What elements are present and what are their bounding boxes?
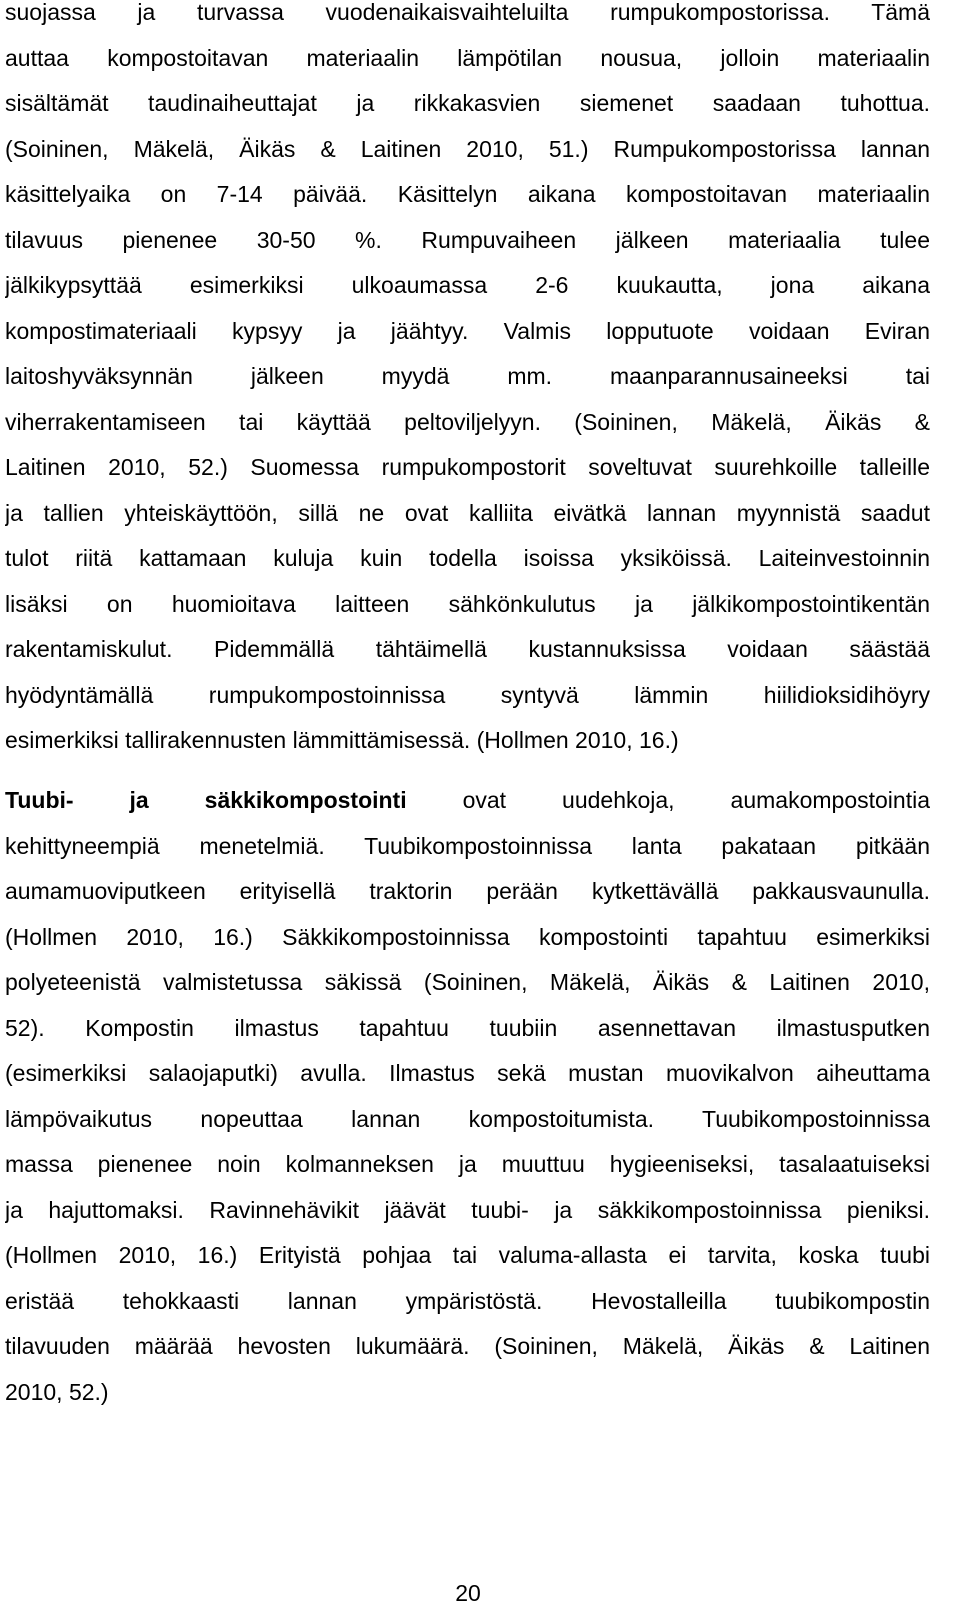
text-line: (Hollmen 2010, 16.) Säkkikompostoinnissa kompostointi tapahtuu esimerkiksi	[5, 923, 930, 950]
page-number: 20	[455, 1580, 481, 1606]
paragraph-tube-and-bag-composting	[5, 778, 930, 1415]
text-line: (Soininen, Mäkelä, Äikäs & Laitinen 2010, 51.) Rumpukompostorissa lannan	[5, 135, 930, 162]
text-line: polyeteenistä valmistetussa säkissä (Soininen, Mäkelä, Äikäs & Laitinen 2010,	[5, 969, 930, 995]
text-line: lämpövaikutus nopeuttaa lannan kompostoitumista. Tuubikompostoinnissa	[5, 1105, 930, 1132]
text-line: laitoshyväksynnän jälkeen myydä mm. maanparannusaineeksi tai	[5, 363, 930, 389]
text-line: jälkikypsyttää esimerkiksi ulkoaumassa 2-6 kuukautta, jona aikana	[5, 272, 930, 298]
text-line: viherrakentamiseen tai käyttää peltoviljelyyn. (Soininen, Mäkelä, Äikäs &	[5, 408, 930, 435]
text-line: massa pienenee noin kolmanneksen ja muuttuu hygieeniseksi, tasalaatuiseksi	[5, 1151, 930, 1177]
text-line: ja tallien yhteiskäyttöön, sillä ne ovat kalliita eivätkä lannan myynnistä saadut	[5, 499, 930, 526]
text-line: ja hajuttomaksi. Ravinnehävikit jäävät tuubi- ja säkkikompostoinnissa pieniksi.	[5, 1196, 930, 1223]
text-line: käsittelyaika on 7-14 päivää. Käsittelyn aikana kompostoitavan materiaalin	[5, 181, 930, 207]
text-line: eristää tehokkaasti lannan ympäristöstä. Hevostalleilla tuubikompostin	[5, 1287, 930, 1314]
text-line: lisäksi on huomioitava laitteen sähkönkulutus ja jälkikompostointikentän	[5, 590, 930, 617]
text-line: 2010, 52.)	[5, 1378, 109, 1405]
text-line: (Hollmen 2010, 16.) Erityistä pohjaa tai valuma-allasta ei tarvita, koska tuubi	[5, 1242, 930, 1268]
text-line: 52). Kompostin ilmastus tapahtuu tuubiin asennettavan ilmastusputken	[5, 1014, 930, 1041]
text-line: hyödyntämällä rumpukompostoinnissa syntyvä lämmin hiilidioksidihöyry	[5, 681, 930, 708]
text-line: esimerkiksi tallirakennusten lämmittämisessä. (Hollmen 2010, 16.)	[5, 727, 679, 753]
text-line: kehittyneempiä menetelmiä. Tuubikompostoinnissa lanta pakataan pitkään	[5, 832, 930, 859]
text-line: rakentamiskulut. Pidemmällä tähtäimellä kustannuksissa voidaan säästää	[5, 636, 930, 662]
text-line: tulot riitä kattamaan kuluja kuin todella isoissa yksiköissä. Laiteinvestoinnin	[5, 545, 930, 571]
text-line: aumamuoviputkeen erityisellä traktorin perään kytkettävällä pakkausvaunulla.	[5, 878, 930, 904]
text-line: sisältämät taudinaiheuttajat ja rikkakasvien siemenet saadaan tuhottua.	[5, 90, 930, 116]
text-line: tilavuuden määrää hevosten lukumäärä. (Soininen, Mäkelä, Äikäs & Laitinen	[5, 1333, 930, 1359]
text-line: tilavuus pienenee 30-50 %. Rumpuvaiheen jälkeen materiaalia tulee	[5, 226, 930, 253]
text-line: auttaa kompostoitavan materiaalin lämpötilan nousua, jolloin materiaalin	[5, 44, 930, 71]
text-line: suojassa ja turvassa vuodenaikaisvaihteluilta rumpukompostorissa. Tämä	[5, 0, 930, 25]
paragraph-composting-drum	[5, 0, 930, 764]
bold-term: Tuubi- ja säkkikompostointi	[5, 787, 407, 813]
text-line: Laitinen 2010, 52.) Suomessa rumpukompostorit soveltuvat suurehkoille talleille	[5, 454, 930, 480]
text-line	[5, 778, 930, 824]
first-line-text: ovat uudehkoja, aumakompostointia	[406, 787, 930, 813]
text-line: (esimerkiksi salaojaputki) avulla. Ilmastus sekä mustan muovikalvon aiheuttama	[5, 1060, 930, 1086]
text-line: kompostimateriaali kypsyy ja jäähtyy. Valmis lopputuote voidaan Eviran	[5, 317, 930, 344]
